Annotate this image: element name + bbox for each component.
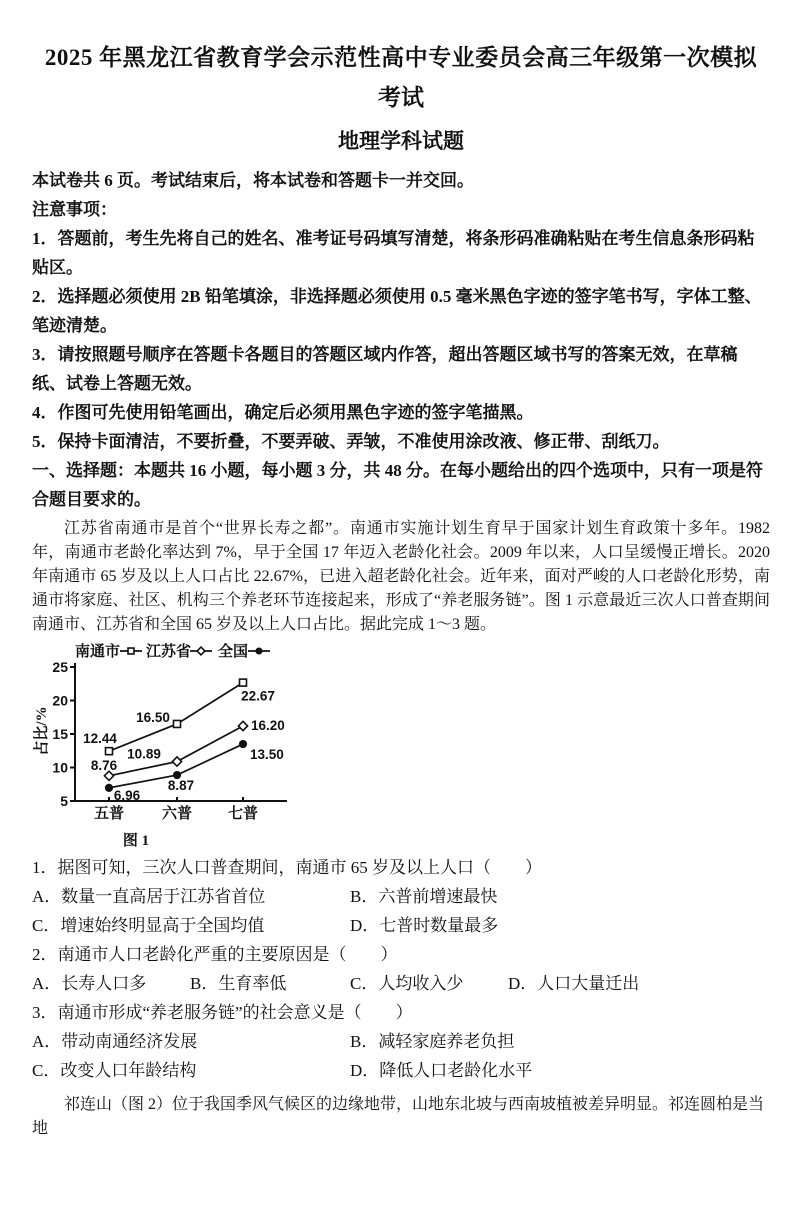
notice-item-3: 3．请按照题号顺序在答题卡各题目的答题区域内作答，超出答题区域书写的答案无效，在草稿纸、试卷上答题无效。 xyxy=(32,345,738,393)
svg-text:20: 20 xyxy=(52,692,68,709)
question-2 xyxy=(32,940,770,998)
notice-item-5: 5．保持卡面清洁，不要折叠，不要弄破、弄皱，不准使用涂改液、修正带、刮纸刀。 xyxy=(32,432,670,451)
question-3-option-c: C．改变人口年龄结构 xyxy=(32,1061,197,1080)
exam-title-line1: 2025 年黑龙江省教育学会示范性高中专业委员会高三年级第一次模拟 xyxy=(44,45,758,70)
subject-title: 地理学科试题 xyxy=(338,129,464,153)
reading-passage: 江苏省南通市是首个“世界长寿之都”。南通市实施计划生育早于国家计划生育政策十多年。1982 年，南通市老龄化率达到 7%，早于全国 17 年迈入老龄化社会。2009 年以来，人口呈缓慢正增长。2020 年南通市 65 岁及以上人口占比 22.67%，已进入超老龄化社会。近年来，面对严峻的人口老龄化形势，南通市将家庭、社区、机构三个养老环节连接起来，形成了“养老服务链”。图 1 示意最近三次人口普查期间南通市、江苏省和全国 65 岁及以上人口占比。据此完成 1～3 题。 xyxy=(32,520,770,633)
svg-text:全国: 全国 xyxy=(218,644,249,660)
question-2-option-a: A．长寿人口多 xyxy=(32,974,147,993)
svg-text:10: 10 xyxy=(52,759,68,776)
question-1-stem: 1．据图可知，三次人口普查期间，南通市 65 岁及以上人口（ ） xyxy=(32,858,542,877)
question-3 xyxy=(32,998,770,1085)
svg-text:六普: 六普 xyxy=(161,806,193,822)
question-3-option-b: B．减轻家庭养老负担 xyxy=(350,1032,515,1051)
svg-text:5: 5 xyxy=(60,793,68,809)
svg-text:12.44: 12.44 xyxy=(83,731,117,747)
exam-return-instruction: 本试卷共 6 页。考试结束后，将本试卷和答题卡一并交回。 xyxy=(32,171,474,190)
question-1 xyxy=(32,853,770,940)
svg-text:15: 15 xyxy=(52,726,68,742)
question-2-option-b: B．生育率低 xyxy=(190,974,287,993)
notice-item-4: 4．作图可先使用铅笔画出，确定后必须用黑色字迹的签字笔描黑。 xyxy=(32,403,534,422)
line-chart xyxy=(32,639,332,853)
question-2-option-c: C．人均收入少 xyxy=(350,974,464,993)
question-2-stem: 2．南通市人口老龄化严重的主要原因是（ ） xyxy=(32,945,398,964)
svg-text:13.50: 13.50 xyxy=(250,747,284,763)
next-passage-intro: 祁连山（图 2）位于我国季风气候区的边缘地带，山地东北坡与西南坡植被差异明显。祁连圆柏是当地 xyxy=(32,1096,765,1137)
question-3-option-a: A．带动南通经济发展 xyxy=(32,1032,198,1051)
question-3-stem: 3．南通市形成“养老服务链”的社会意义是（ ） xyxy=(32,1003,413,1022)
svg-text:25: 25 xyxy=(52,659,68,675)
notice-item-2: 2．选择题必须使用 2B 铅笔填涂，非选择题必须使用 0.5 毫米黑色字迹的签字笔书写，字体工整、笔迹清楚。 xyxy=(32,287,762,335)
svg-text:图 1: 图 1 xyxy=(122,833,150,849)
notice-item-1: 1．答题前，考生先将自己的姓名、准考证号码填写清楚，将条形码准确粘贴在考生信息条形码粘贴区。 xyxy=(32,229,755,277)
svg-text:6.96: 6.96 xyxy=(113,787,141,803)
notice-header: 注意事项： xyxy=(32,200,117,219)
figure1-chart xyxy=(32,639,770,853)
svg-text:16.20: 16.20 xyxy=(251,717,285,733)
svg-text:22.67: 22.67 xyxy=(241,688,275,704)
svg-text:五普: 五普 xyxy=(93,806,125,822)
svg-text:16.50: 16.50 xyxy=(136,709,170,725)
svg-text:南通市: 南通市 xyxy=(75,644,121,660)
svg-text:七普: 七普 xyxy=(227,806,259,822)
svg-text:占比/%: 占比/% xyxy=(34,706,50,756)
question-1-option-c: C．增速始终明显高于全国均值 xyxy=(32,916,265,935)
question-3-option-d: D．降低人口老龄化水平 xyxy=(350,1061,533,1080)
question-1-option-b: B．六普前增速最快 xyxy=(350,887,498,906)
exam-title-line2: 考试 xyxy=(378,85,424,110)
question-1-option-d: D．七普时数量最多 xyxy=(350,916,499,935)
section-header: 一、选择题：本题共 16 小题，每小题 3 分，共 48 分。在每小题给出的四个选项中，只有一项是符合题目要求的。 xyxy=(32,461,763,509)
svg-text:8.87: 8.87 xyxy=(167,778,195,794)
svg-text:江苏省: 江苏省 xyxy=(146,644,192,660)
svg-text:8.76: 8.76 xyxy=(90,757,118,773)
svg-text:10.89: 10.89 xyxy=(127,746,161,762)
question-1-option-a: A．数量一直高居于江苏省首位 xyxy=(32,887,266,906)
question-2-option-d: D．人口大量迁出 xyxy=(508,974,640,993)
